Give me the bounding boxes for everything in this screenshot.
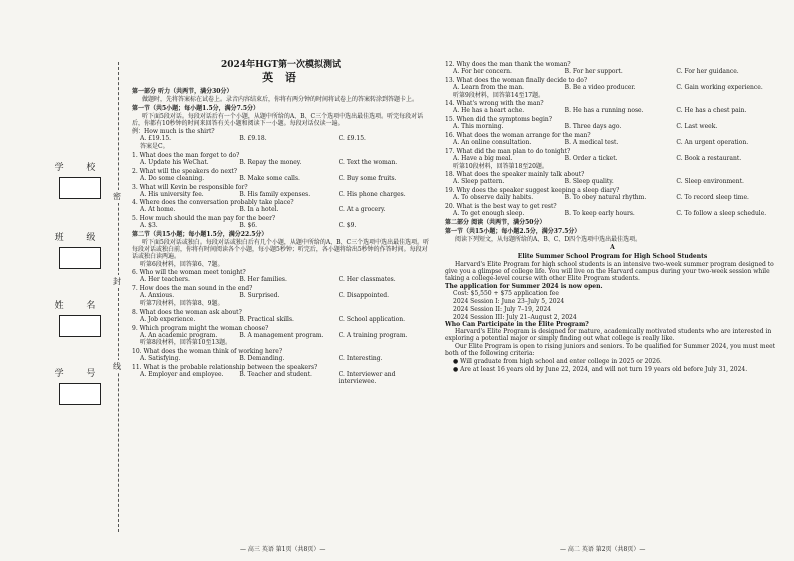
option: A. To get enough sleep.: [453, 209, 525, 217]
option: C. £9.15.: [338, 135, 366, 143]
option: C. Text the woman.: [338, 159, 398, 166]
option: A. His university fee.: [140, 190, 204, 198]
option: B. Three days ago.: [564, 123, 622, 131]
option: B. To obey natural rhythm.: [564, 194, 647, 202]
option: C. Her classmates.: [338, 276, 396, 284]
option: C. A training program.: [338, 331, 408, 339]
option: B. Teacher and student.: [239, 371, 312, 379]
option: A. An online consultation.: [453, 138, 532, 146]
example-options: [132, 136, 430, 143]
name-field[interactable]: [50, 298, 110, 337]
option: C. He has a chest pain.: [676, 107, 747, 115]
question-18: 18. What does the speaker mainly talk about?: [445, 171, 585, 179]
option: A. He has a heart ache.: [453, 107, 525, 115]
option: B. Practical skills.: [239, 315, 294, 323]
option: C. Buy some fruits.: [338, 174, 397, 182]
option: B. His family expenses.: [239, 190, 311, 198]
name-label: 姓 名: [54, 301, 106, 311]
material-9-note: 听第9段材料，回答第14至17题。: [453, 91, 545, 99]
passage-title: Elite Summer School Program for High School Students: [517, 253, 708, 261]
session-line: 2024 Session III: July 21–August 2, 2024: [453, 313, 577, 321]
seal-word: 线: [113, 362, 121, 371]
option: C. Sleep environment.: [676, 178, 744, 186]
question-17-options: [445, 156, 780, 163]
subject-title: 英 语: [262, 71, 300, 85]
option: A. Learn from the man.: [453, 83, 524, 91]
passage-paragraph: Harvard's Elite Program for high school students is an intensive two-week summer program designed to give you a glimpse of college life. You will live on the Harvard campus during your two-week session while taking a college-level course with other Elite Program students.: [445, 261, 774, 283]
name-box[interactable]: [59, 315, 101, 337]
session-line: 2024 Session II: July 7–19, 2024: [453, 305, 551, 313]
question-8-options: [132, 317, 430, 324]
question-11-options: [132, 372, 430, 386]
question-14-options: [445, 108, 780, 115]
question-2-options: [132, 176, 430, 183]
question-10-options: [132, 356, 430, 363]
question-3-options: [132, 192, 430, 199]
option: B. $6.: [239, 222, 258, 230]
option: A. Update his WeChat.: [140, 159, 209, 166]
example-question: 例：How much is the shirt?: [132, 128, 215, 136]
question-15-options: [445, 124, 780, 131]
question-19: 19. Why does the speaker suggest keeping a sleep diary?: [445, 187, 620, 195]
question-1-options: [132, 160, 430, 167]
question-8: 8. What does the woman ask about?: [132, 308, 242, 316]
question-14: 14. What's wrong with the man?: [445, 100, 544, 108]
school-box[interactable]: [59, 177, 101, 199]
option: C. To record sleep time.: [676, 194, 749, 202]
question-12-options: [445, 69, 780, 76]
question-12: 12. Why does the man thank the woman?: [445, 61, 571, 68]
question-17: 17. What did the man plan to do tonight?: [445, 147, 571, 155]
question-4: 4. Where does the conversation probably take place?: [132, 199, 294, 207]
page-1-footer: — 高三 英语 第1页（共8页）—: [240, 546, 326, 553]
material-8-note: 听第8段材料，回答第10至13题。: [140, 339, 232, 347]
section-1-intro: 听下面5段对话。每段对话后有一个小题，从题中所给的A、B、C三个选项中选出最佳选项。听完每段对话后，你都有10秒钟的时间来回答有关小题和阅读下一小题。每段对话仅读一遍。: [132, 112, 424, 127]
question-19-options: [445, 195, 780, 202]
option: C. Interesting.: [338, 355, 383, 363]
option: B. Demanding.: [239, 355, 285, 363]
part-2-section-1-heading: 第一节（共15小题；每小题2.5分，满分37.5分）: [445, 227, 581, 235]
passage-subheading: The application for Summer 2024 is now open.: [445, 282, 603, 290]
question-16-options: [445, 140, 780, 147]
question-5-options: [132, 223, 430, 230]
question-18-options: [445, 179, 780, 186]
passage-paragraph: Our Elite Program is open to rising juniors and seniors. To be qualified for Summer 2024, you must meet both of the following criteria:: [445, 343, 776, 357]
question-20: 20. What is the best way to get rest?: [445, 203, 557, 211]
question-13: 13. What does the woman finally decide to do?: [445, 76, 588, 84]
page-2-column: [445, 60, 780, 375]
example-answer: 答案是C。: [140, 143, 169, 151]
question-2: 2. What will the speakers do next?: [132, 167, 237, 175]
option: A. $3.: [140, 222, 158, 230]
option: A. Employer and employee.: [140, 371, 224, 379]
question-3: 3. What will Kevin be responsible for?: [132, 183, 248, 191]
student-id-box[interactable]: [59, 383, 101, 405]
option: B. A medical test.: [564, 138, 619, 146]
class-field[interactable]: [50, 230, 110, 269]
class-label: 班 级: [54, 233, 106, 243]
option: B. £9.18.: [239, 135, 267, 143]
option: A. Job experience.: [140, 315, 196, 323]
option: C. Gain working experience.: [676, 83, 763, 91]
cost-line: Cost: $5,550 + $75 application fee: [453, 289, 559, 297]
option: A. An academic program.: [140, 331, 218, 339]
option: B. In a hotel.: [239, 206, 279, 214]
option: C. An urgent operation.: [676, 138, 749, 146]
option: A. At home.: [140, 206, 176, 214]
criteria-item: ● Will graduate from high school and enter college in 2025 or 2026.: [453, 357, 662, 365]
section-2-heading: 第二节（共15小题；每小题1.5分，满分22.5分）: [132, 231, 268, 239]
option: B. Repay the money.: [239, 159, 302, 166]
option: B. To keep early hours.: [564, 209, 635, 217]
option: A. To observe daily habits.: [453, 194, 534, 202]
session-line: 2024 Session I: June 23–July 5, 2024: [453, 297, 565, 305]
question-1: 1. What does the man forget to do?: [132, 152, 240, 160]
criteria-item: ● Are at least 16 years old by June 22, 2024, and will not turn 19 years old before July 31, 2024.: [453, 365, 748, 373]
page-1-column: [132, 60, 430, 387]
student-id-field[interactable]: [50, 366, 110, 405]
question-4-options: [132, 207, 430, 214]
option: B. For her support.: [564, 67, 623, 75]
option: B. Order a ticket.: [564, 154, 618, 162]
option: A. Anxious.: [140, 292, 175, 300]
option: A. Satisfying.: [140, 355, 181, 363]
passage-paragraph: Harvard's Elite Program is designed for mature, academically motivated students who are interested in exploring a potential major or simply finding out what college is really like.: [445, 328, 772, 343]
question-5: 5. How much should the man pay for the beer?: [132, 215, 276, 223]
option: A. Have a big meal.: [453, 154, 513, 162]
exam-title: 2024年HGT第一次模拟测试: [221, 60, 341, 70]
question-13-options: [445, 85, 780, 92]
section-1-heading: 第一节（共5小题；每小题1.5分，满分7.5分）: [132, 104, 260, 112]
option: C. $9.: [338, 222, 357, 230]
class-box[interactable]: [59, 247, 101, 269]
option: C. Interviewer and interviewee.: [338, 371, 396, 385]
option: A. Sleep pattern.: [453, 178, 505, 186]
option: B. Be a video producer.: [564, 83, 636, 91]
question-6: 6. Who will the woman meet tonight?: [132, 269, 246, 277]
option: C. Last week.: [676, 123, 718, 131]
question-6-options: [132, 277, 430, 284]
option: C. At a grocery.: [338, 206, 386, 214]
passage-subheading: Who Can Participate in the Elite Program?: [445, 321, 589, 329]
option: B. Sleep quality.: [564, 178, 614, 186]
seal-word: 密: [113, 192, 121, 201]
question-20-options: [445, 211, 780, 218]
question-7: 7. How does the man sound in the end?: [132, 285, 253, 293]
part-2-intro: 阅读下列短文，从每题所给的A、B、C、D四个选项中选出最佳选项。: [455, 235, 642, 243]
option: A. Do some cleaning.: [140, 174, 205, 182]
option: C. Book a restaurant.: [676, 154, 742, 162]
option: C. To follow a sleep schedule.: [676, 209, 767, 217]
question-11: 11. What is the probable relationship between the speakers?: [132, 364, 318, 372]
question-10: 10. What does the woman think of working here?: [132, 348, 283, 356]
option: C. School application.: [338, 315, 405, 323]
option: A. £19.15.: [140, 135, 172, 143]
option: C. Disappointed.: [338, 292, 390, 300]
option: B. Make some calls.: [239, 174, 300, 182]
material-10-note: 听第10段材料，回答第18至20题。: [453, 162, 548, 170]
material-7-note: 听第7段材料，回答第8、9题。: [140, 300, 224, 308]
question-15: 15. When did the symptoms begin?: [445, 116, 552, 124]
material-6-note: 听第6段材料，回答第6、7题。: [140, 260, 224, 268]
passage-letter: A: [610, 244, 615, 252]
part-1-intro: 做题时，先将答案标在试卷上。录音内容结束后，你将有两分钟的时间将试卷上的答案转涂到答题卡上。: [142, 95, 419, 103]
question-16: 16. What does the woman arrange for the man?: [445, 132, 591, 140]
page-2-footer: — 高二 英语 第2页（共8页）—: [560, 546, 646, 553]
school-label: 学 校: [54, 163, 106, 173]
option: A. Her teachers.: [140, 276, 190, 284]
school-field[interactable]: [50, 160, 110, 199]
option: B. A management program.: [239, 331, 324, 339]
student-id-label: 学 号: [54, 369, 106, 379]
option: B. He has a running nose.: [564, 107, 644, 115]
section-2-intro: 听下面5段对话或独白。每段对话或独白后有几个小题，从题中所给的A、B、C三个选项中选出最佳选项。听每段对话或独白前，你将有时间阅读各个小题，每小题5秒钟；听完后，各小题将给出5秒钟的作答时间。每段对话或独白读两遍。: [132, 238, 430, 260]
question-7-options: [132, 293, 430, 300]
option: B. Surprised.: [239, 292, 280, 300]
part-2-heading: 第二部分 阅读（共两节，满分50分）: [445, 218, 546, 226]
question-9: 9. Which program might the woman choose?: [132, 324, 269, 332]
option: A. For her concern.: [453, 67, 512, 75]
option: C. His phone charges.: [338, 190, 406, 198]
option: A. This morning.: [453, 123, 504, 131]
option: B. Her families.: [239, 276, 287, 284]
seal-word: 封: [113, 277, 121, 286]
student-info-binding: [40, 60, 120, 540]
option: C. For her guidance.: [676, 67, 739, 75]
part-1-heading: 第一部分 听力（共两节，满分30分）: [132, 87, 233, 95]
